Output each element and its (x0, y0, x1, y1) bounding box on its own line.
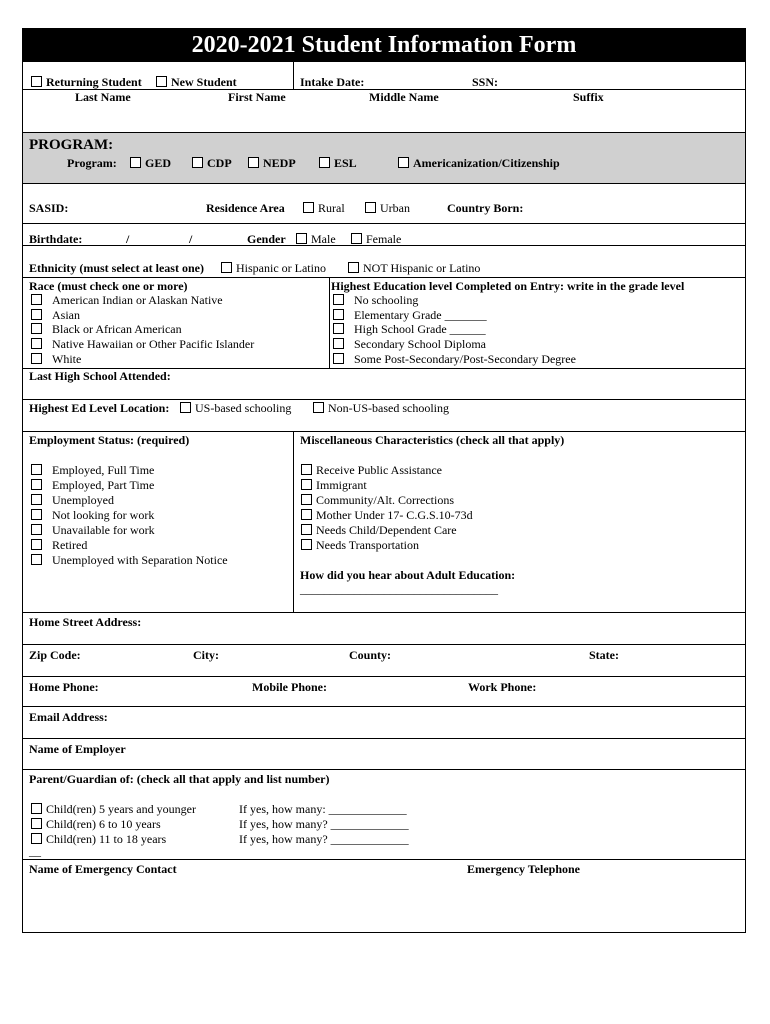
race-education-divider (329, 278, 330, 368)
child-checkbox[interactable] (31, 818, 42, 829)
child-count[interactable]: If yes, how many? _____________ (239, 817, 409, 831)
ethnicity-label: Ethnicity (must select at least one) (29, 261, 204, 275)
misc-checkbox[interactable] (301, 479, 312, 490)
employment-option[interactable]: Unemployed with Separation Notice (31, 553, 228, 568)
employment-option[interactable]: Employed, Part Time (31, 478, 154, 493)
emergency-contact-label: Name of Emergency Contact (29, 862, 177, 876)
zip-code-label: Zip Code: (29, 648, 81, 662)
child-option[interactable]: Child(ren) 11 to 18 years (31, 832, 166, 847)
last-high-school-section (23, 368, 745, 399)
employment-misc-divider (293, 432, 294, 612)
misc-option[interactable]: Community/Alt. Corrections (301, 493, 454, 508)
first-name-label: First Name (228, 90, 286, 104)
emergency-section (23, 859, 745, 933)
misc-option[interactable]: Needs Transportation (301, 538, 419, 553)
not-hispanic-checkbox[interactable] (348, 262, 359, 273)
email-label: Email Address: (29, 710, 108, 724)
child-checkbox[interactable] (31, 833, 42, 844)
non-us-schooling-option[interactable]: Non-US-based schooling (313, 401, 449, 416)
hispanic-option[interactable]: Hispanic or Latino (221, 261, 326, 276)
race-heading: Race (must check one or more) (29, 279, 188, 293)
returning-student-option[interactable]: Returning Student (31, 75, 142, 90)
education-checkbox[interactable] (333, 338, 344, 349)
returning-student-checkbox[interactable] (31, 76, 42, 87)
program-heading: PROGRAM: (29, 137, 114, 153)
esl-checkbox[interactable] (319, 157, 330, 168)
form-title: 2020-2021 Student Information Form (23, 29, 745, 62)
education-checkbox[interactable] (333, 323, 344, 334)
employer-label: Name of Employer (29, 742, 126, 756)
employment-checkbox[interactable] (31, 464, 42, 475)
child-option[interactable]: Child(ren) 5 years and younger (31, 802, 196, 817)
female-option[interactable]: Female (351, 232, 401, 247)
ethnicity-section (23, 245, 745, 277)
non-us-schooling-checkbox[interactable] (313, 402, 324, 413)
race-option[interactable]: Native Hawaiian or Other Pacific Islander (31, 337, 254, 352)
program-option-nedp[interactable]: NEDP (248, 156, 296, 171)
education-option[interactable]: No schooling (333, 293, 418, 308)
work-phone-label: Work Phone: (468, 680, 537, 694)
race-checkbox[interactable] (31, 353, 42, 364)
education-option[interactable]: Some Post-Secondary/Post-Secondary Degree (333, 352, 576, 367)
county-label: County: (349, 648, 392, 662)
child-option[interactable]: Child(ren) 6 to 10 years (31, 817, 161, 832)
misc-option[interactable]: Mother Under 17- C.G.S.10-73d (301, 508, 473, 523)
new-student-option[interactable]: New Student (156, 75, 237, 90)
employment-checkbox[interactable] (31, 539, 42, 550)
race-checkbox[interactable] (31, 309, 42, 320)
program-section (23, 132, 745, 183)
race-checkbox[interactable] (31, 294, 42, 305)
suffix-label: Suffix (573, 90, 604, 104)
urban-checkbox[interactable] (365, 202, 376, 213)
program-option-citizenship[interactable]: Americanization/Citizenship (398, 156, 560, 171)
race-option[interactable]: Asian (31, 308, 80, 323)
ssn-label: SSN: (472, 75, 499, 89)
education-checkbox[interactable] (333, 353, 344, 364)
nedp-checkbox[interactable] (248, 157, 259, 168)
rural-option[interactable]: Rural (303, 201, 345, 216)
us-schooling-option[interactable]: US-based schooling (180, 401, 291, 416)
dash-mark: __ (29, 844, 41, 858)
birthdate-slash-1: / (126, 232, 130, 246)
education-option[interactable]: Elementary Grade _______ (333, 308, 487, 323)
employment-option[interactable]: Employed, Full Time (31, 463, 154, 478)
birthdate-slash-2: / (189, 232, 193, 246)
program-option-ged[interactable]: GED (130, 156, 171, 171)
program-option-esl[interactable]: ESL (319, 156, 357, 171)
misc-option[interactable]: Needs Child/Dependent Care (301, 523, 457, 538)
ged-checkbox[interactable] (130, 157, 141, 168)
race-education-section (23, 277, 745, 368)
employment-heading: Employment Status: (required) (29, 433, 190, 447)
employment-option[interactable]: Not looking for work (31, 508, 154, 523)
name-section (23, 62, 745, 132)
email-section (23, 706, 745, 738)
hear-about-line[interactable]: _________________________________ (300, 582, 498, 596)
misc-checkbox[interactable] (301, 509, 312, 520)
education-checkbox[interactable] (333, 309, 344, 320)
gender-label: Gender (247, 232, 286, 246)
birth-section (23, 223, 745, 245)
last-high-school-label: Last High School Attended: (29, 369, 171, 383)
urban-option[interactable]: Urban (365, 201, 410, 216)
race-checkbox[interactable] (31, 338, 42, 349)
hispanic-checkbox[interactable] (221, 262, 232, 273)
student-information-form (22, 28, 746, 933)
mobile-phone-label: Mobile Phone: (252, 680, 327, 694)
parent-section (23, 769, 745, 859)
misc-checkbox[interactable] (301, 539, 312, 550)
female-checkbox[interactable] (351, 233, 362, 244)
city-label: City: (193, 648, 219, 662)
home-street-section (23, 612, 745, 644)
program-option-cdp[interactable]: CDP (192, 156, 232, 171)
us-schooling-checkbox[interactable] (180, 402, 191, 413)
race-option[interactable]: American Indian or Alaskan Native (31, 293, 223, 308)
education-option[interactable]: Secondary School Diploma (333, 337, 486, 352)
parent-heading: Parent/Guardian of: (check all that apply and list number) (29, 772, 330, 786)
child-count[interactable]: If yes, how many: _____________ (239, 802, 407, 816)
employment-checkbox[interactable] (31, 494, 42, 505)
education-option[interactable]: High School Grade ______ (333, 322, 486, 337)
rural-checkbox[interactable] (303, 202, 314, 213)
race-checkbox[interactable] (31, 323, 42, 334)
header-divider (293, 62, 294, 89)
name-divider (23, 89, 745, 90)
last-name-label: Last Name (75, 90, 131, 104)
state-label: State: (589, 648, 619, 662)
intake-date-label: Intake Date: (300, 75, 365, 89)
sasid-label: SASID: (29, 201, 69, 215)
phone-section (23, 676, 745, 706)
hear-about-label: How did you hear about Adult Education: (300, 568, 516, 582)
misc-heading: Miscellaneous Characteristics (check all that apply) (300, 433, 565, 447)
male-option[interactable]: Male (296, 232, 336, 247)
employment-misc-section (23, 431, 745, 612)
male-checkbox[interactable] (296, 233, 307, 244)
race-option[interactable]: Black or African American (31, 322, 182, 337)
residence-area-label: Residence Area (206, 201, 285, 215)
home-phone-label: Home Phone: (29, 680, 99, 694)
birthdate-label: Birthdate: (29, 232, 83, 246)
child-count[interactable]: If yes, how many? _____________ (239, 832, 409, 846)
employer-section (23, 738, 745, 769)
not-hispanic-option[interactable]: NOT Hispanic or Latino (348, 261, 480, 276)
ed-location-label: Highest Ed Level Location: (29, 401, 170, 415)
misc-option[interactable]: Immigrant (301, 478, 367, 493)
education-heading: Highest Education level Completed on Entry: write in the grade level (331, 279, 685, 293)
middle-name-label: Middle Name (369, 90, 439, 104)
misc-checkbox[interactable] (301, 524, 312, 535)
employment-option[interactable]: Unavailable for work (31, 523, 155, 538)
citizenship-checkbox[interactable] (398, 157, 409, 168)
education-checkbox[interactable] (333, 294, 344, 305)
misc-option[interactable]: Receive Public Assistance (301, 463, 442, 478)
country-born-label: Country Born: (447, 201, 524, 215)
ed-location-section (23, 399, 745, 431)
employment-checkbox[interactable] (31, 524, 42, 535)
zip-city-section (23, 644, 745, 676)
cdp-checkbox[interactable] (192, 157, 203, 168)
employment-checkbox[interactable] (31, 479, 42, 490)
employment-option[interactable]: Retired (31, 538, 87, 553)
misc-checkbox[interactable] (301, 464, 312, 475)
emergency-telephone-label: Emergency Telephone (467, 862, 580, 876)
misc-checkbox[interactable] (301, 494, 312, 505)
sasid-section (23, 183, 745, 223)
new-student-checkbox[interactable] (156, 76, 167, 87)
employment-checkbox[interactable] (31, 509, 42, 520)
employment-checkbox[interactable] (31, 554, 42, 565)
program-label: Program: (67, 156, 117, 170)
race-option[interactable]: White (31, 352, 81, 367)
child-checkbox[interactable] (31, 803, 42, 814)
home-street-label: Home Street Address: (29, 615, 142, 629)
employment-option[interactable]: Unemployed (31, 493, 114, 508)
